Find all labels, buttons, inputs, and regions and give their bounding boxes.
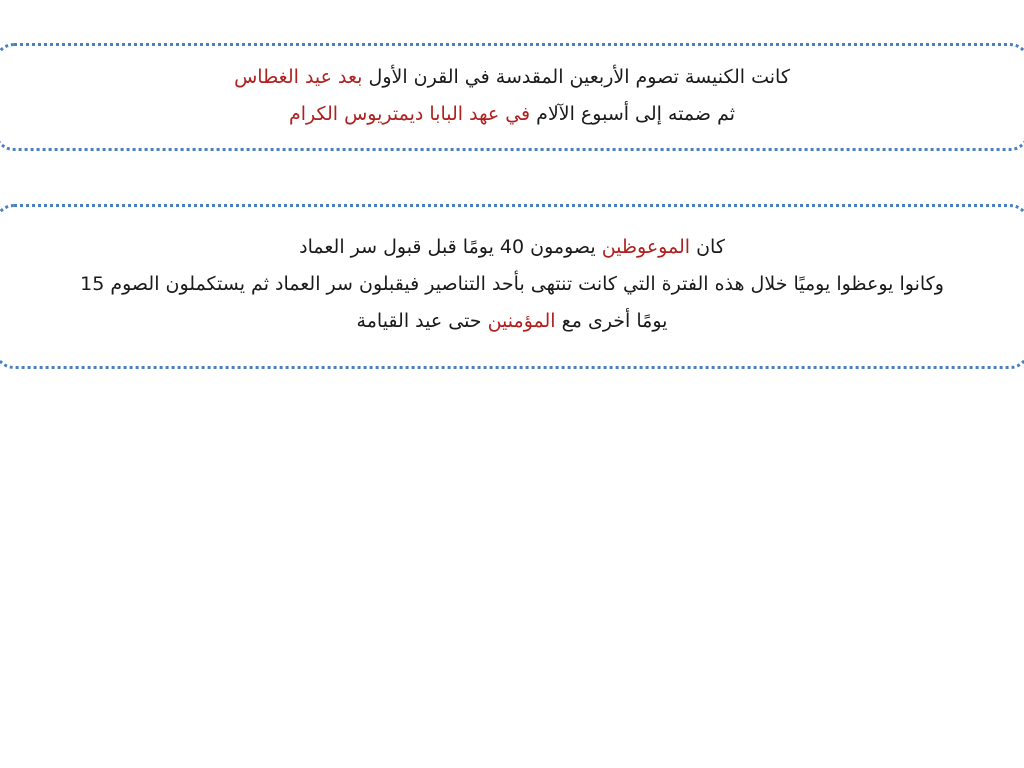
text-highlight: الموعوظين [601, 236, 691, 258]
text-plain: حتى عيد القيامة [356, 310, 488, 332]
text-plain: كانت الكنيسة تصوم الأربعين المقدسة في القرن الأول [362, 66, 790, 88]
text-plain: يصومون 40 يومًا قبل قبول سر العماد [299, 236, 602, 258]
text-line [0, 96, 1024, 133]
text-highlight: المؤمنين [487, 310, 556, 332]
text-line [0, 303, 1024, 340]
text-line [0, 59, 1024, 96]
text-highlight: بعد عيد الغطاس [234, 66, 363, 88]
text-plain: ثم ضمته إلى أسبوع الآلام [530, 103, 736, 125]
text-plain: يومًا أخرى مع [555, 310, 668, 332]
text-line [0, 229, 1024, 266]
text-plain: كان [690, 236, 725, 258]
text-highlight: في عهد البابا ديمتريوس الكرام [288, 103, 531, 125]
text-box-lent-history [0, 43, 1024, 151]
text-box-catechumens [0, 204, 1024, 369]
text-plain: وكانوا يوعظوا يوميًا خلال هذه الفترة التي كانت تنتهى بأحد التناصير فيقبلون سر العماد ثم يستكملون الصوم 15 [80, 273, 944, 295]
text-line [0, 266, 1024, 303]
